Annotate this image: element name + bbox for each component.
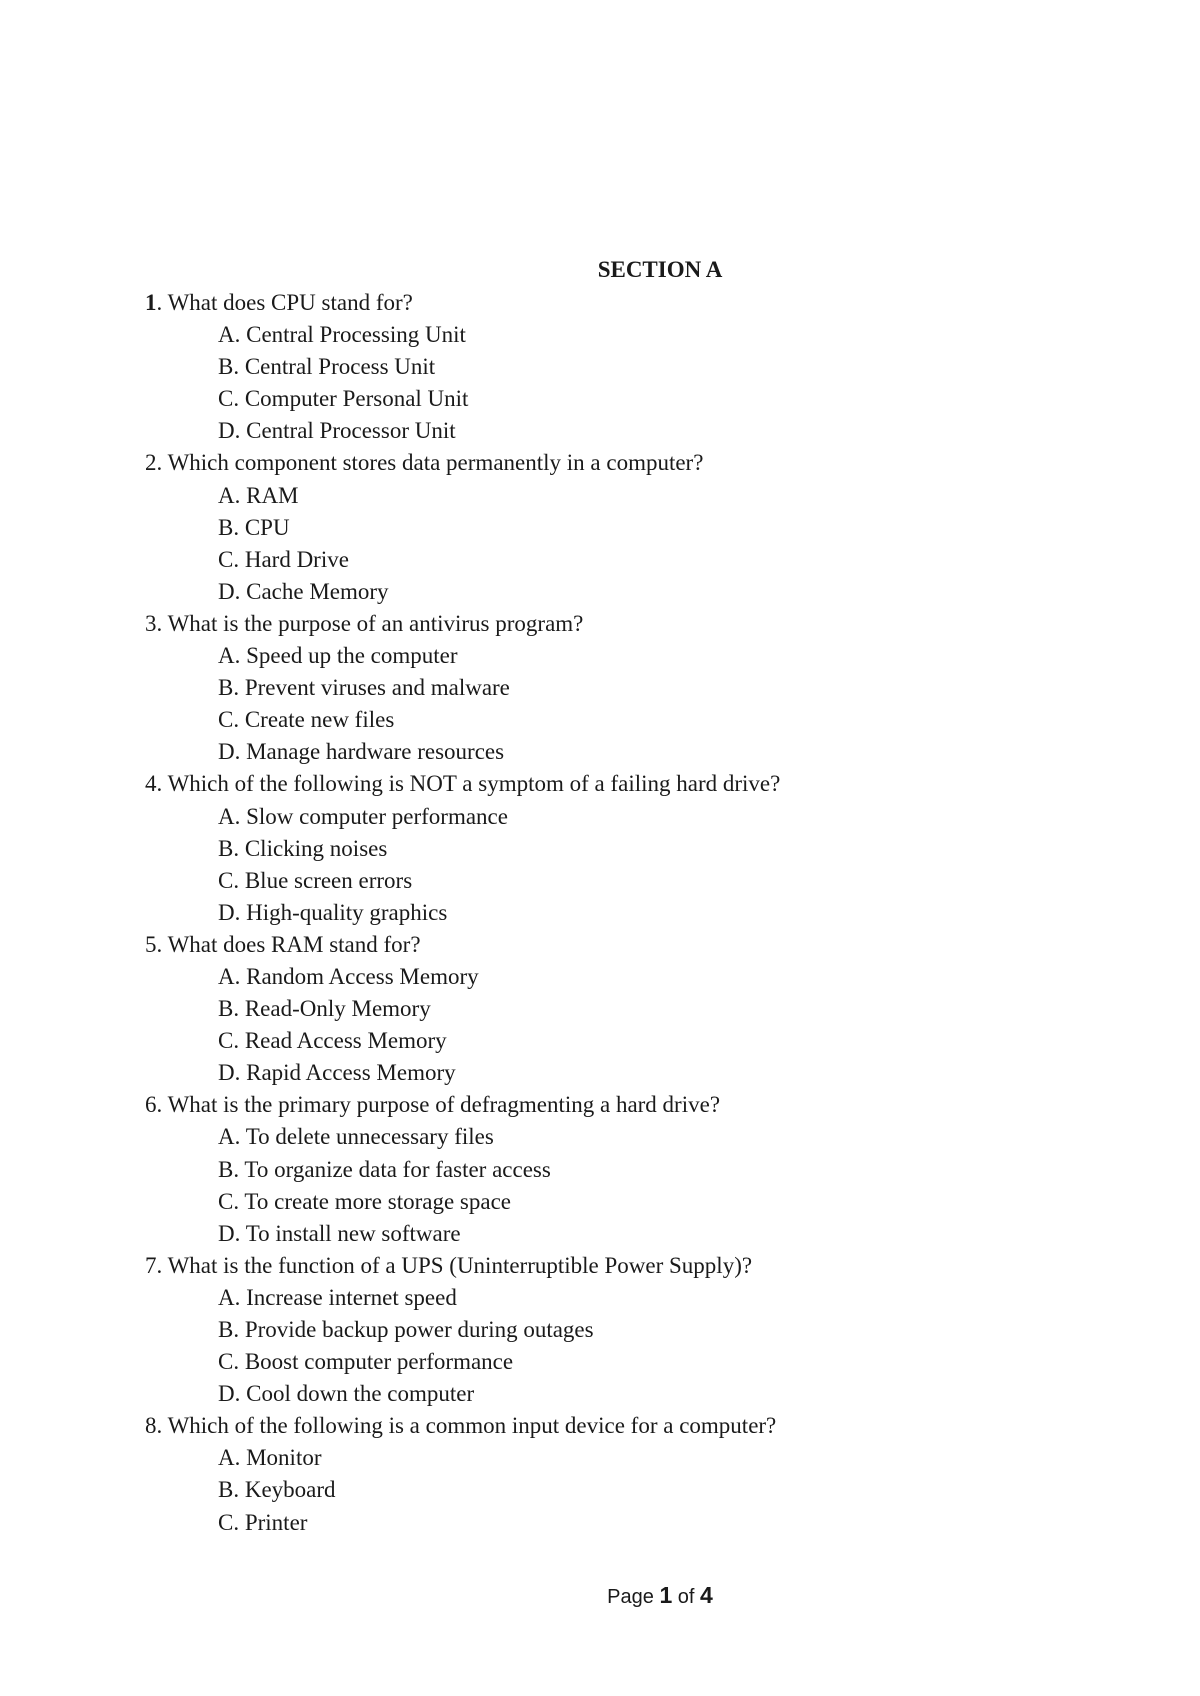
question-prompt: . What is the function of a UPS (Uninterruptible Power Supply)? — [156, 1252, 753, 1278]
answer-option: A. Monitor — [218, 1445, 322, 1471]
question-text — [145, 1410, 1145, 1442]
question-2 — [145, 447, 1145, 607]
answer-option: B. Central Process Unit — [218, 354, 436, 380]
question-number: 8 — [145, 1413, 157, 1439]
question-number: 2 — [145, 450, 157, 476]
total-pages-number: 4 — [700, 1582, 713, 1608]
question-prompt: . What is the purpose of an antivirus program? — [156, 610, 584, 636]
answer-option: C. Create new files — [218, 707, 395, 733]
question-5 — [145, 929, 1145, 1089]
question-prompt: . What does CPU stand for? — [156, 290, 413, 315]
answer-option: D. Rapid Access Memory — [218, 1060, 456, 1086]
question-text — [145, 1250, 1145, 1282]
answer-option: D. Cache Memory — [218, 578, 389, 604]
answer-option: A. RAM — [218, 482, 299, 508]
answer-option: A. Random Access Memory — [218, 963, 479, 989]
question-prompt: . What is the primary purpose of defragmenting a hard drive? — [156, 1092, 721, 1118]
question-prompt: . What does RAM stand for? — [156, 931, 421, 957]
answer-option: B. Prevent viruses and malware — [218, 675, 510, 701]
question-text — [145, 1089, 1145, 1121]
question-number: 1 — [145, 290, 157, 315]
question-1 — [145, 287, 1145, 447]
question-3 — [145, 608, 1145, 768]
page-label: Page — [607, 1586, 660, 1608]
answer-option: C. Hard Drive — [218, 546, 349, 572]
answer-option: D. High-quality graphics — [218, 899, 448, 925]
question-text — [145, 929, 1145, 961]
question-prompt: . Which of the following is a common input device for a computer? — [156, 1413, 777, 1439]
question-text — [145, 768, 1145, 800]
answer-option: D. Manage hardware resources — [218, 739, 505, 765]
answer-option: A. Increase internet speed — [218, 1284, 457, 1310]
answer-option: B. Clicking noises — [218, 835, 388, 861]
page-footer — [0, 1580, 1200, 1612]
answer-option: B. CPU — [218, 514, 290, 540]
question-number: 3 — [145, 610, 157, 636]
answer-option: C. Read Access Memory — [218, 1028, 447, 1054]
section-title: SECTION A — [597, 257, 723, 282]
answer-option: C. Computer Personal Unit — [218, 386, 469, 412]
question-number: 4 — [145, 771, 157, 797]
answer-option: B. Keyboard — [218, 1477, 336, 1503]
question-prompt: . Which of the following is NOT a symptom of a failing hard drive? — [156, 771, 781, 797]
question-list — [145, 287, 1145, 1539]
question-7 — [145, 1250, 1145, 1410]
question-4 — [145, 768, 1145, 928]
question-prompt: . Which component stores data permanently in a computer? — [156, 450, 704, 476]
answer-option: B. Provide backup power during outages — [218, 1317, 594, 1342]
answer-option: C. Printer — [218, 1509, 308, 1535]
answer-option: C. Boost computer performance — [218, 1349, 514, 1375]
answer-option: B. Read-Only Memory — [218, 996, 431, 1022]
question-text — [145, 608, 1145, 640]
question-8 — [145, 1410, 1145, 1538]
answer-option: A. Central Processing Unit — [218, 322, 466, 348]
page-of-label: of — [672, 1586, 701, 1608]
answer-option: C. Blue screen errors — [218, 867, 413, 893]
answer-option: C. To create more storage space — [218, 1188, 512, 1214]
answer-option: A. Slow computer performance — [218, 803, 508, 829]
question-6 — [145, 1089, 1145, 1249]
question-text — [145, 447, 1145, 479]
answer-option: B. To organize data for faster access — [218, 1156, 551, 1182]
answer-option: D. To install new software — [218, 1220, 461, 1246]
answer-option: A. To delete unnecessary files — [218, 1124, 494, 1150]
question-number: 5 — [145, 931, 157, 957]
question-number: 7 — [145, 1252, 157, 1278]
question-number: 6 — [145, 1092, 157, 1118]
question-text — [145, 287, 1145, 319]
answer-option: A. Speed up the computer — [218, 643, 458, 669]
answer-option: D. Cool down the computer — [218, 1381, 475, 1407]
current-page-number: 1 — [659, 1582, 673, 1608]
answer-option: D. Central Processor Unit — [218, 418, 456, 444]
